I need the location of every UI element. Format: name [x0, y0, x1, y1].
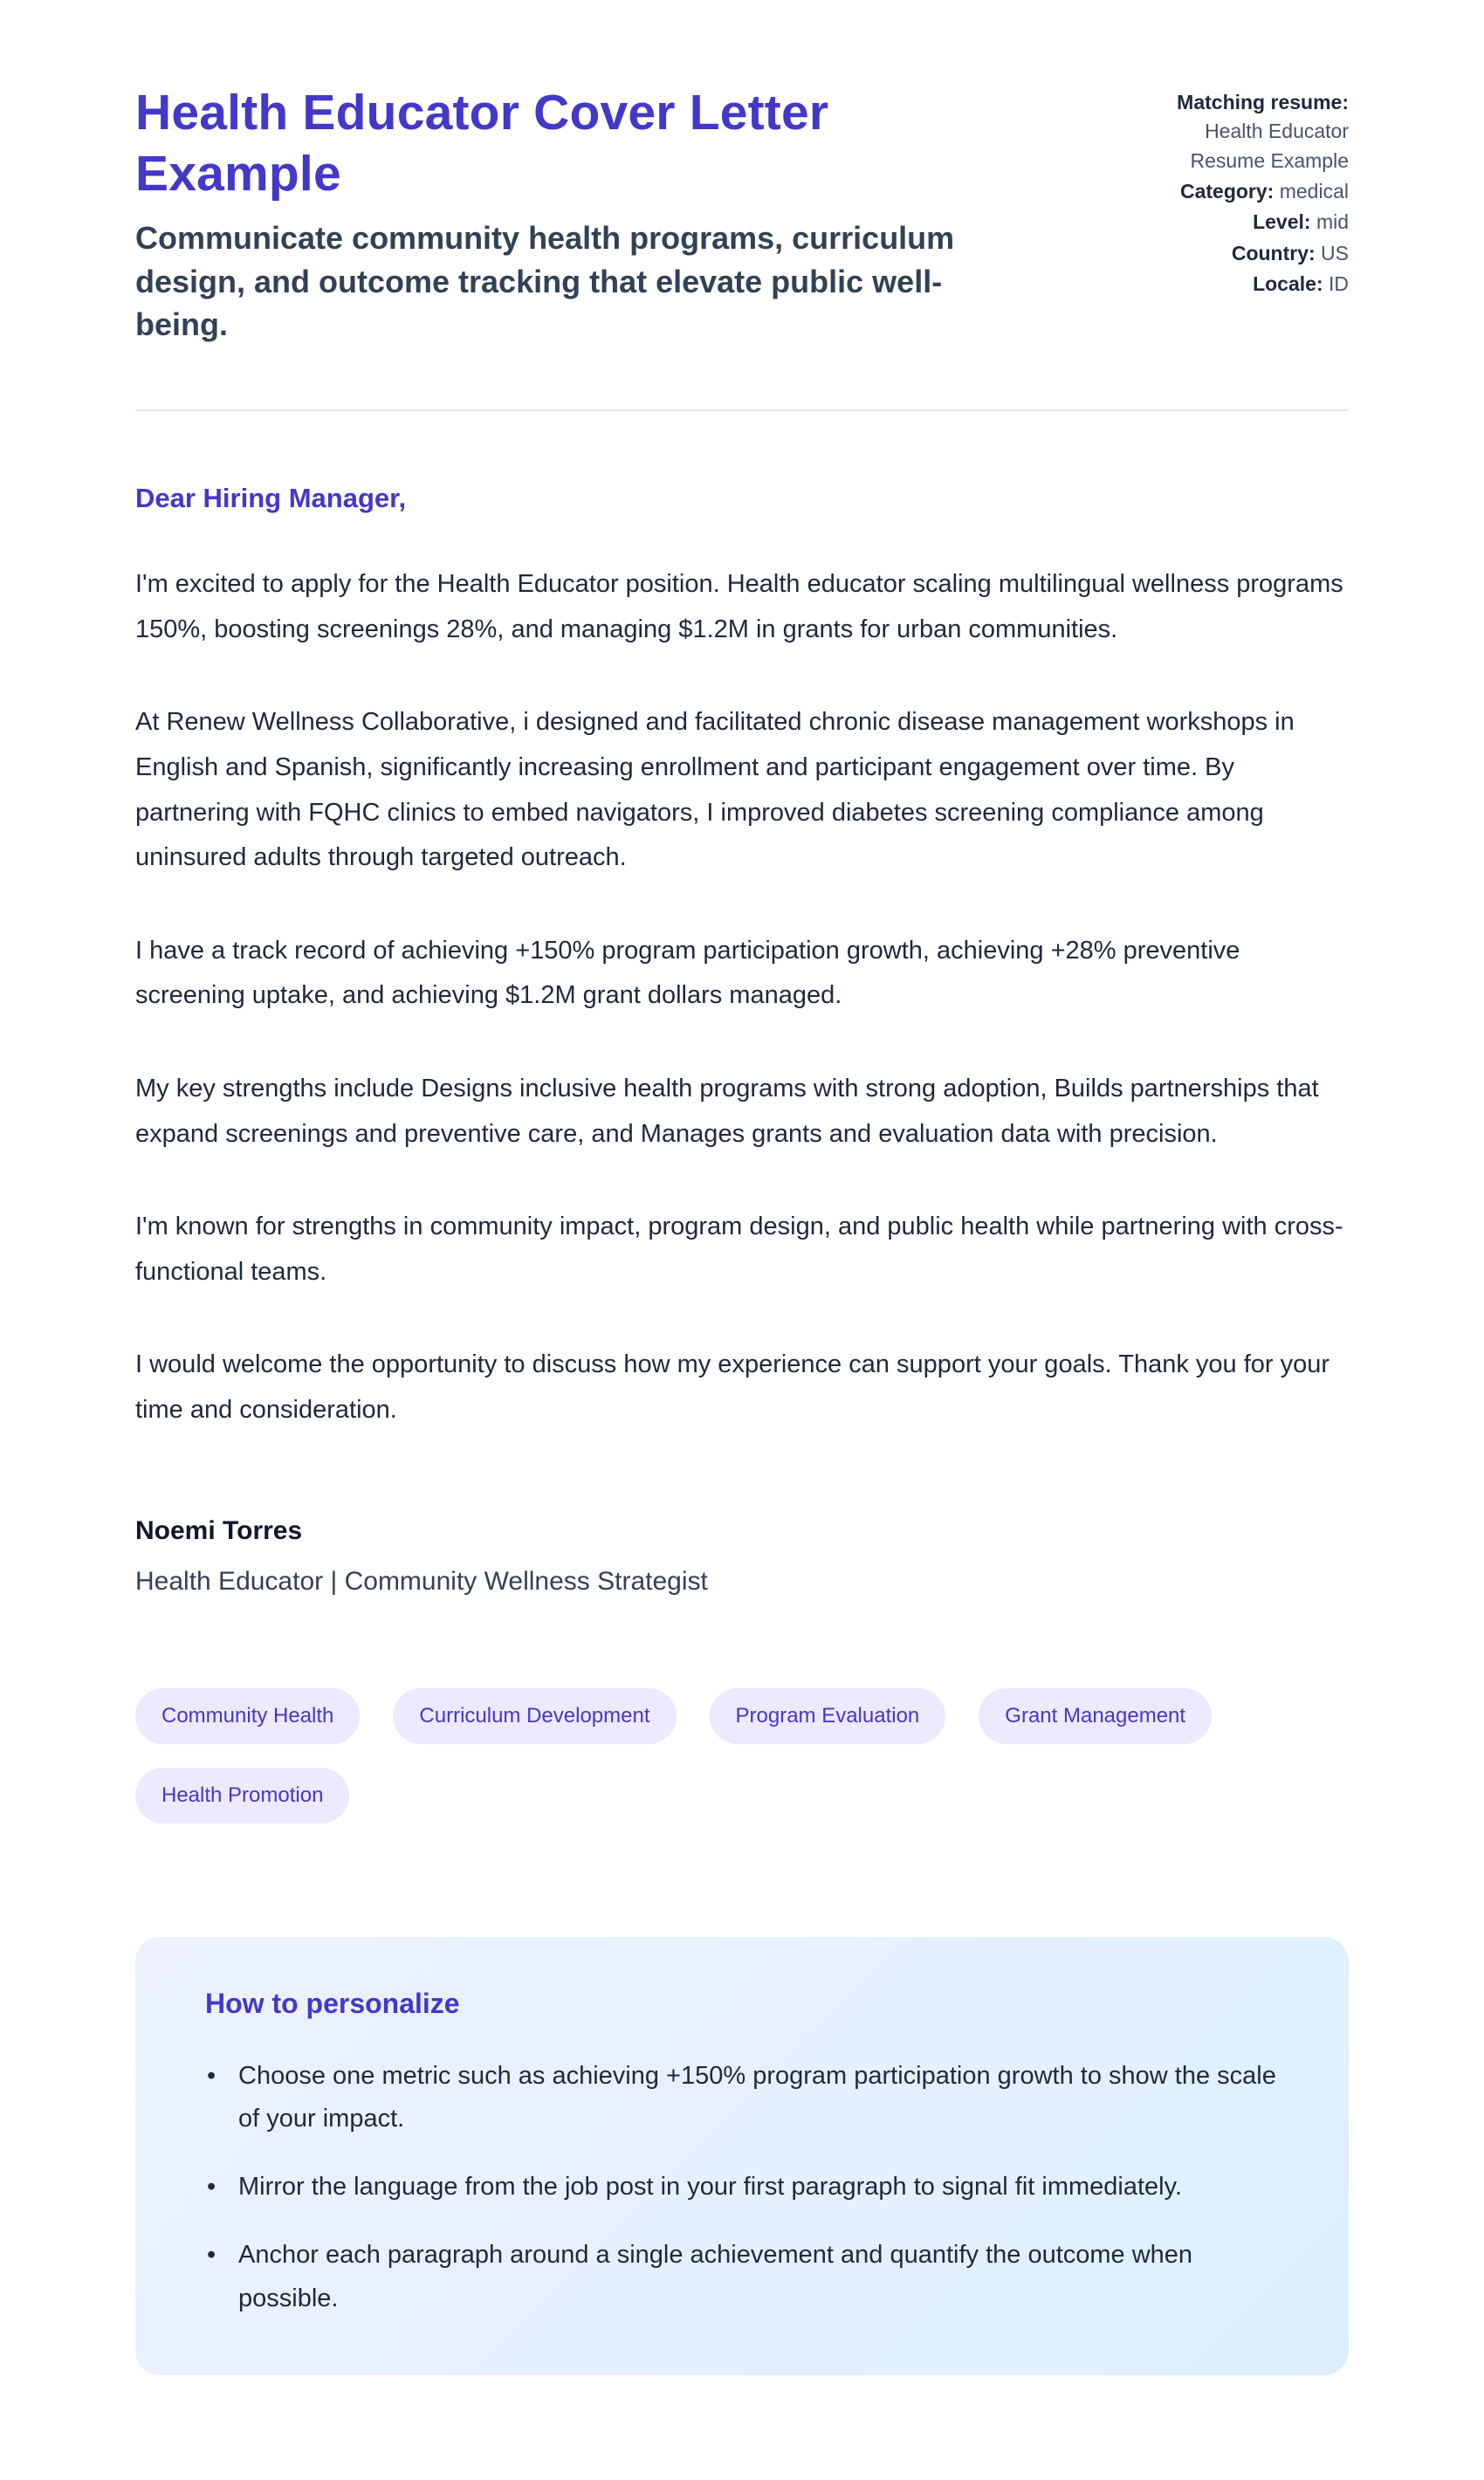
letter-paragraph: My key strengths include Designs inclusive health programs with strong adoption, Builds partnerships that expand screenings and preventive care, and Manages grants and evaluation data with precision.	[135, 1074, 1319, 1148]
callout-bullet: • Mirror the language from the job post in your first paragraph to signal fit immediately.	[172, 2166, 1296, 2209]
skill-tag: Program Evaluation	[710, 1688, 946, 1744]
salutation: Dear Hiring Manager,	[135, 483, 407, 514]
skill-tag: Community Health	[135, 1688, 360, 1744]
page-header	[135, 83, 1349, 347]
meta-level-label: Level:	[1253, 210, 1311, 234]
how-to-personalize-callout	[135, 1937, 1349, 2375]
meta-category-label: Category:	[1179, 180, 1274, 203]
header-title-block	[135, 83, 991, 347]
meta-level	[1126, 208, 1349, 237]
letter-paragraph: I would welcome the opportunity to discuss how my experience can support your goals. Thank you for your time and consideration.	[135, 1350, 1330, 1424]
page-title: Health Educator Cover Letter Example	[135, 85, 829, 202]
meta-locale-label: Locale:	[1253, 272, 1323, 296]
meta-matching-resume-value: Health Educator Resume Example	[1190, 120, 1349, 172]
signature-role: Health Educator | Community Wellness Strategist	[135, 1566, 708, 1596]
skill-tag: Curriculum Development	[393, 1688, 676, 1744]
meta-country-value: US	[1321, 241, 1349, 264]
meta-matching-resume	[1126, 88, 1349, 175]
callout-bullet: • Anchor each paragraph around a single achievement and quantify the outcome when possible.	[172, 2234, 1296, 2321]
callout-title: How to personalize	[205, 1987, 460, 2019]
callout-bullet: • Choose one metric such as achieving +150% program participation growth to show the scale of your impact.	[172, 2055, 1296, 2142]
meta-matching-resume-label: Matching resume:	[1177, 91, 1349, 113]
meta-category	[1126, 177, 1349, 206]
letter-paragraph: I have a track record of achieving +150% program participation growth, achieving +28% preventive screening uptake, and achieving $1.2M grant dollars managed.	[135, 936, 1240, 1010]
letter-paragraph: I'm excited to apply for the Health Educator position. Health educator scaling multilingual wellness programs 150%, boosting screenings 28%, and managing $1.2M in grants for urban communities.	[135, 570, 1343, 643]
meta-category-value: medical	[1279, 180, 1349, 203]
skill-tag: Health Promotion	[135, 1768, 349, 1824]
skill-tag: Grant Management	[979, 1688, 1212, 1744]
letter-paragraph: At Renew Wellness Collaborative, i designed and facilitated chronic disease management workshops in English and Spanish, significantly increasing enrollment and participant engagement over time. By partnering with FQHC clinics to embed navigators, I improved diabetes screening compliance among uninsured adults through targeted outreach.	[135, 708, 1295, 872]
resume-meta-block	[1126, 83, 1349, 300]
meta-locale	[1126, 270, 1349, 299]
letter-paragraph: I'm known for strengths in community impact, program design, and public health while partnering with cross-functional teams.	[135, 1213, 1343, 1286]
meta-country	[1126, 239, 1349, 268]
letter-body	[135, 483, 1349, 1597]
meta-level-value: mid	[1316, 210, 1349, 234]
meta-country-label: Country:	[1231, 241, 1316, 264]
callout-bullet-list	[172, 2055, 1296, 2321]
header-divider	[135, 409, 1349, 411]
page-subtitle: Communicate community health programs, curriculum design, and outcome tracking that elevate public well-being.	[135, 220, 955, 343]
signature-name: Noemi Torres	[135, 1515, 303, 1545]
skill-tags	[135, 1688, 1235, 1824]
meta-locale-value: ID	[1329, 272, 1349, 296]
